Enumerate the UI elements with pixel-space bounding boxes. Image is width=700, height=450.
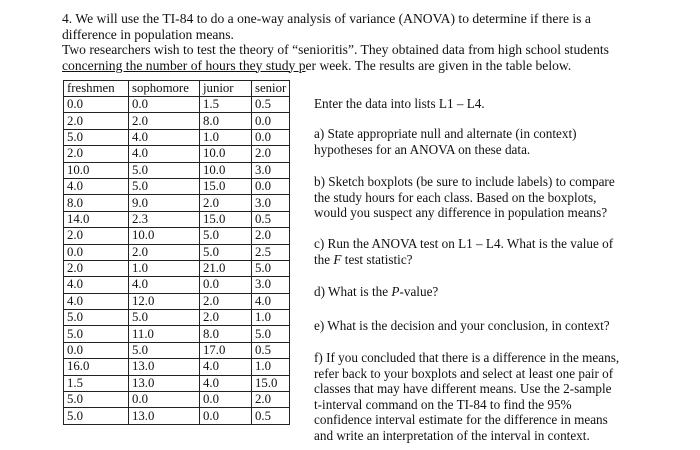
question-line: would you suspect any difference in population means? [314,205,608,221]
table-row [64,113,290,129]
table-cell-senior: 0.5 [252,342,290,358]
col-header-sophomore: sophomore [129,81,200,97]
table-row [64,129,290,145]
table-cell-sophomore: 13.0 [129,408,200,424]
problem-line: Two researchers wish to test the theory of “senioritis”. They obtained data from high school students [62,42,609,57]
study-hours-table [63,80,290,425]
table-cell-sophomore: 5.0 [129,162,200,178]
table-cell-senior: 0.0 [252,113,290,129]
table-row [64,310,290,326]
question-e [314,318,610,334]
question-line: and write an interpretation of the interval in context. [314,427,590,443]
table-cell-sophomore: 1.0 [129,260,200,276]
table-cell-freshmen: 2.0 [64,113,129,129]
instruction-intro [314,96,485,112]
table-cell-junior: 15.0 [200,211,252,227]
question-line: the study hours for each class. Based on the boxplots, [314,189,597,205]
table-cell-senior: 5.0 [252,326,290,342]
problem-line-rest: er week. The results are given in the table below. [305,57,572,73]
table-cell-freshmen: 0.0 [64,244,129,260]
question-line: e) What is the decision and your conclusion, in context? [314,318,610,333]
table-cell-sophomore: 4.0 [129,277,200,293]
table-cell-freshmen: 10.0 [64,162,129,178]
table-cell-senior: 4.0 [252,293,290,309]
text: test statistic? [341,251,413,267]
table-cell-freshmen: 16.0 [64,359,129,375]
table-cell-junior: 10.0 [200,162,252,178]
table-cell-senior: 3.0 [252,162,290,178]
table-cell-sophomore: 13.0 [129,375,200,391]
table-row [64,228,290,244]
question-line: t-interval command on the TI-84 to find the 95% [314,396,572,412]
text: -value? [399,284,439,299]
table-cell-senior: 3.0 [252,195,290,211]
table-row [64,375,290,391]
table-cell-junior: 5.0 [200,228,252,244]
table-cell-junior: 2.0 [200,293,252,309]
table-row [64,211,290,227]
italic-text: P [391,284,400,299]
table-cell-junior: 2.0 [200,310,252,326]
question-f [314,350,619,444]
table-cell-senior: 0.5 [252,211,290,227]
col-header-senior: senior [252,81,290,97]
table-cell-senior: 5.0 [252,260,290,276]
col-header-freshmen: freshmen [64,81,129,97]
table-cell-sophomore: 4.0 [129,129,200,145]
table-cell-freshmen: 2.0 [64,228,129,244]
table-cell-junior: 17.0 [200,342,252,358]
table-cell-senior: 0.0 [252,178,290,194]
table-cell-junior: 4.0 [200,359,252,375]
table-cell-sophomore: 12.0 [129,293,200,309]
problem-line: difference in population means. [62,26,234,42]
table-cell-freshmen: 2.0 [64,146,129,162]
underlined-text: concerning the number of hours they study p [62,57,306,73]
table-cell-junior: 15.0 [200,178,252,194]
table-cell-junior: 0.0 [200,277,252,293]
problem-line: 4. We will use the TI-84 to do a one-way analysis of variance (ANOVA) to determine if there is a [62,11,591,26]
table-cell-freshmen: 0.0 [64,97,129,113]
italic-text: F [333,251,342,267]
question-c [314,236,613,267]
table-cell-senior: 0.5 [252,97,290,113]
table-cell-senior: 0.5 [252,408,290,424]
table-cell-sophomore: 9.0 [129,195,200,211]
question-line: classes that may have different means. Use the 2-sample [314,381,612,397]
table-cell-sophomore: 4.0 [129,146,200,162]
table-row [64,146,290,162]
text: d) What is the [314,284,392,299]
table-cell-freshmen: 5.0 [64,408,129,424]
table-row [64,277,290,293]
question-line: a) State appropriate null and alternate (in context) [314,126,577,141]
table-cell-senior: 0.0 [252,129,290,145]
table-cell-freshmen: 0.0 [64,342,129,358]
table-cell-freshmen: 2.0 [64,260,129,276]
table-cell-sophomore: 11.0 [129,326,200,342]
table-cell-junior: 0.0 [200,392,252,408]
table-cell-sophomore: 5.0 [129,178,200,194]
question-d [314,284,438,300]
table-cell-junior: 4.0 [200,375,252,391]
table-cell-freshmen: 4.0 [64,293,129,309]
table-row [64,392,290,408]
question-line: b) Sketch boxplots (be sure to include labels) to compare [314,174,615,189]
table-cell-freshmen: 4.0 [64,277,129,293]
question-line: c) Run the ANOVA test on L1 – L4. What is the value of [314,236,614,251]
table-cell-sophomore: 10.0 [129,228,200,244]
table-cell-freshmen: 1.5 [64,375,129,391]
table-cell-senior: 1.0 [252,359,290,375]
question-a [314,126,577,157]
table-header-row [64,81,290,97]
table-cell-sophomore: 5.0 [129,342,200,358]
table-row [64,178,290,194]
table-cell-sophomore: 13.0 [129,359,200,375]
table-row [64,408,290,424]
table-row [64,244,290,260]
table-row [64,359,290,375]
table-row [64,293,290,309]
table-cell-junior: 5.0 [200,244,252,260]
table-cell-junior: 8.0 [200,113,252,129]
table-row [64,195,290,211]
table-cell-freshmen: 5.0 [64,310,129,326]
table-cell-freshmen: 8.0 [64,195,129,211]
question-line: refer back to your boxplots and select at least one pair of [314,365,614,381]
table-row [64,260,290,276]
table-cell-junior: 8.0 [200,326,252,342]
problem-header [62,11,690,73]
question-line: f) If you concluded that there is a difference in the means, [314,350,620,365]
table-cell-senior: 1.0 [252,310,290,326]
table-row [64,97,290,113]
question-line: hypotheses for an ANOVA on these data. [314,141,531,157]
table-cell-senior: 2.0 [252,146,290,162]
table-row [64,162,290,178]
question-line: confidence interval estimate for the difference in means [314,412,608,428]
table-cell-sophomore: 2.3 [129,211,200,227]
table-cell-junior: 2.0 [200,195,252,211]
table-cell-junior: 21.0 [200,260,252,276]
table-cell-senior: 15.0 [252,375,290,391]
table-cell-senior: 2.0 [252,392,290,408]
table-cell-senior: 2.0 [252,228,290,244]
table-cell-freshmen: 14.0 [64,211,129,227]
question-line: Enter the data into lists L1 – L4. [314,96,485,111]
question-b [314,174,615,221]
question-line [314,252,613,268]
table-cell-sophomore: 0.0 [129,97,200,113]
table-cell-freshmen: 5.0 [64,326,129,342]
table-body [64,97,290,425]
table-row [64,342,290,358]
table-row [64,326,290,342]
table-cell-junior: 1.0 [200,129,252,145]
table-cell-freshmen: 5.0 [64,392,129,408]
table-cell-sophomore: 5.0 [129,310,200,326]
problem-line [62,58,690,74]
question-line [314,284,438,300]
table-cell-junior: 1.5 [200,97,252,113]
table-cell-junior: 10.0 [200,146,252,162]
text: the [314,251,334,267]
table-cell-sophomore: 0.0 [129,392,200,408]
table-cell-freshmen: 5.0 [64,129,129,145]
col-header-junior: junior [200,81,252,97]
table-cell-senior: 3.0 [252,277,290,293]
table-cell-freshmen: 4.0 [64,178,129,194]
table-cell-junior: 0.0 [200,408,252,424]
table-cell-sophomore: 2.0 [129,113,200,129]
table-cell-senior: 2.5 [252,244,290,260]
table-cell-sophomore: 2.0 [129,244,200,260]
